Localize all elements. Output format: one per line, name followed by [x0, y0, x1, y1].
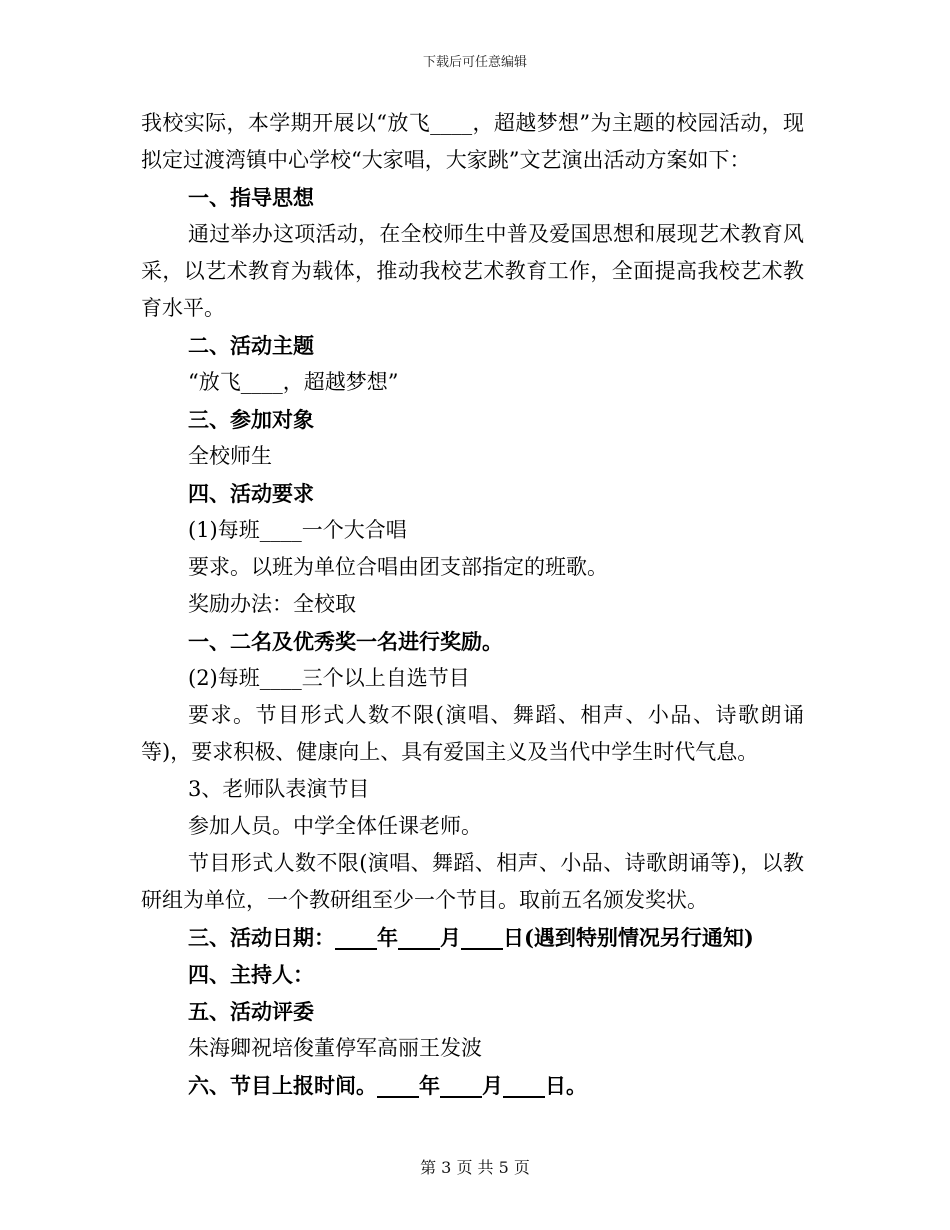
requirement-item-2: (2)每班____三个以上自选节目 [188, 666, 470, 690]
requirement-item-2-detail: 要求。节目形式人数不限(演唱、舞蹈、相声、小品、诗歌朗诵等)，要求积极、健康向上、具有爱国主义及当代中学生时代气息。 [141, 703, 804, 764]
section-title-activity-theme: 二、活动主题 [188, 333, 314, 358]
page-footer: 第 3 页 共 5 页 [420, 1158, 530, 1177]
section-title-participants: 三、参加对象 [188, 407, 314, 432]
requirement-item-1: (1)每班____一个大合唱 [188, 518, 407, 542]
requirement-item-3-participants: 参加人员。中学全体任课老师。 [188, 814, 482, 838]
section-title-judges: 五、活动评委 [188, 999, 314, 1024]
section-activity-date: 三、活动日期：____年____月____日(遇到特别情况另行通知) [188, 925, 754, 950]
requirement-item-1-award: 奖励办法：全校取 [188, 592, 356, 616]
page-header: 下载后可任意编辑 [422, 55, 527, 70]
requirement-item-1-award-continued: 一、二名及优秀奖一名进行奖励。 [188, 629, 503, 654]
requirement-item-3: 3、老师队表演节目 [188, 777, 370, 801]
section-body-guiding-ideology: 通过举办这项活动，在全校师生中普及爱国思想和展现艺术教育风采，以艺术教育为载体，推动我校艺术教育工作，全面提高我校艺术教育水平。 [141, 222, 804, 320]
section-body-judges: 朱海卿祝培俊董停军高丽王发波 [188, 1036, 482, 1060]
section-report-time: 六、节目上报时间。____年____月____日。 [188, 1073, 587, 1098]
requirement-item-1-detail: 要求。以班为单位合唱由团支部指定的班歌。 [188, 555, 608, 579]
requirement-item-3-format: 节目形式人数不限(演唱、舞蹈、相声、小品、诗歌朗诵等)，以教研组为单位，一个教研组至少一个节目。取前五名颁发奖状。 [141, 851, 804, 912]
section-body-activity-theme: “放飞____，超越梦想” [188, 370, 399, 394]
document-body [141, 105, 804, 1104]
section-body-participants: 全校师生 [188, 444, 272, 468]
section-title-guiding-ideology: 一、指导思想 [188, 185, 314, 210]
section-host: 四、主持人： [188, 962, 314, 987]
intro-paragraph: 我校实际，本学期开展以“放飞____，超越梦想”为主题的校园活动，现拟定过渡湾镇中心学校“大家唱，大家跳”文艺演出活动方案如下： [141, 111, 804, 172]
section-title-requirements: 四、活动要求 [188, 481, 314, 506]
